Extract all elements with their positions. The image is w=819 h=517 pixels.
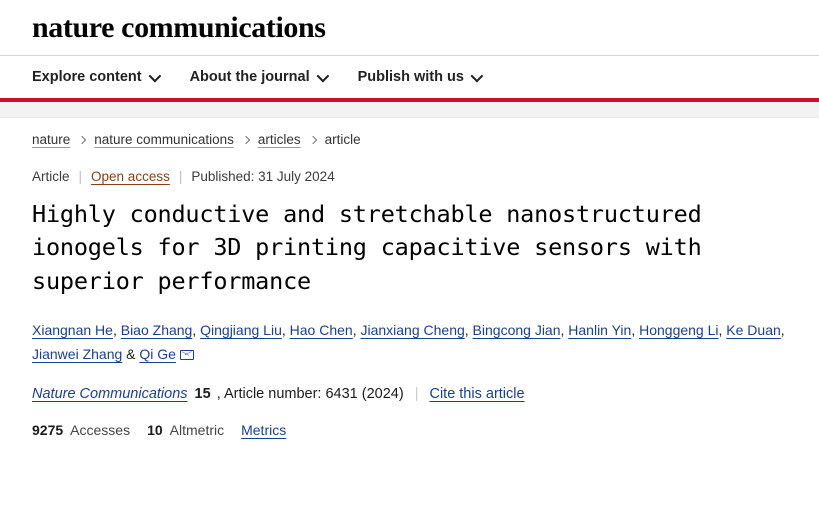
article-number: , Article number: 6431 (2024)	[216, 386, 404, 403]
metrics-link[interactable]: Metrics	[241, 422, 287, 439]
article-meta	[32, 169, 787, 184]
page-divider-strip	[0, 102, 819, 118]
breadcrumb-item-nature[interactable]: nature	[32, 132, 71, 147]
envelope-icon[interactable]	[180, 350, 194, 360]
breadcrumb-item-article: article	[324, 132, 361, 147]
nav-item-label: Publish with us	[357, 68, 464, 85]
open-access-link[interactable]: Open access	[91, 169, 170, 184]
breadcrumb-item-articles[interactable]: articles	[257, 132, 301, 147]
chevron-right-icon	[242, 135, 250, 143]
metrics-bar	[32, 422, 787, 438]
nav-item-explore-content[interactable]	[32, 70, 158, 85]
cite-this-article-link[interactable]: Cite this article	[429, 386, 525, 403]
author-link[interactable]: Ke Duan	[726, 322, 781, 339]
author-separator: ,	[631, 322, 636, 339]
author-link[interactable]: Jianwei Zhang	[32, 346, 123, 363]
breadcrumb	[32, 132, 787, 147]
author-separator: ,	[560, 322, 565, 339]
page-title: Highly conductive and stretchable nanostructured ionogels for 3D printing capacitive sensors with superior performance	[32, 200, 702, 295]
chevron-right-icon	[308, 135, 316, 143]
corresponding-author-link[interactable]: Qi Ge	[139, 346, 176, 363]
author-link[interactable]: Qingjiang Liu	[200, 322, 282, 339]
published-date: Published: 31 July 2024	[191, 169, 335, 184]
author-separator: ,	[281, 322, 286, 339]
masthead	[0, 0, 819, 56]
author-link[interactable]: Biao Zhang	[120, 322, 193, 339]
chevron-down-icon	[148, 69, 161, 82]
altmetric-count: 10	[147, 422, 163, 439]
breadcrumb-item-nature-communications[interactable]: nature communications	[94, 132, 234, 147]
article-content	[0, 118, 819, 438]
author-separator: ,	[780, 322, 785, 339]
nav-item-about-the-journal[interactable]	[190, 70, 326, 85]
journal-logo[interactable]: nature communications	[32, 10, 326, 44]
accesses-label: Accesses	[70, 422, 131, 439]
author-separator: ,	[192, 322, 197, 339]
nav-item-publish-with-us[interactable]	[358, 70, 480, 85]
accesses-count: 9275	[32, 422, 64, 439]
journal-citation	[32, 386, 787, 402]
chevron-right-icon	[78, 135, 86, 143]
primary-navigation	[0, 56, 819, 102]
author-link[interactable]: Honggeng Li	[639, 322, 719, 339]
meta-divider: |	[414, 386, 419, 403]
author-separator: ,	[718, 322, 723, 339]
article-type-label: Article	[32, 169, 70, 184]
nav-item-label: About the journal	[189, 68, 310, 85]
chevron-down-icon	[316, 69, 329, 82]
nav-item-label: Explore content	[32, 68, 142, 85]
author-separator: ,	[464, 322, 469, 339]
author-link[interactable]: Hao Chen	[289, 322, 353, 339]
journal-name-link[interactable]: Nature Communications	[32, 386, 188, 403]
altmetric-label: Altmetric	[169, 422, 225, 439]
meta-divider: |	[178, 169, 183, 184]
author-link[interactable]: Hanlin Yin	[568, 322, 632, 339]
journal-volume: 15	[194, 386, 211, 403]
author-separator: &	[122, 346, 136, 363]
author-link[interactable]: Xiangnan He	[32, 322, 113, 339]
meta-divider: |	[78, 169, 83, 184]
author-list	[32, 318, 787, 366]
chevron-down-icon	[470, 69, 483, 82]
author-separator: ,	[352, 322, 357, 339]
author-link[interactable]: Bingcong Jian	[472, 322, 561, 339]
author-separator: ,	[112, 322, 117, 339]
author-link[interactable]: Jianxiang Cheng	[360, 322, 465, 339]
